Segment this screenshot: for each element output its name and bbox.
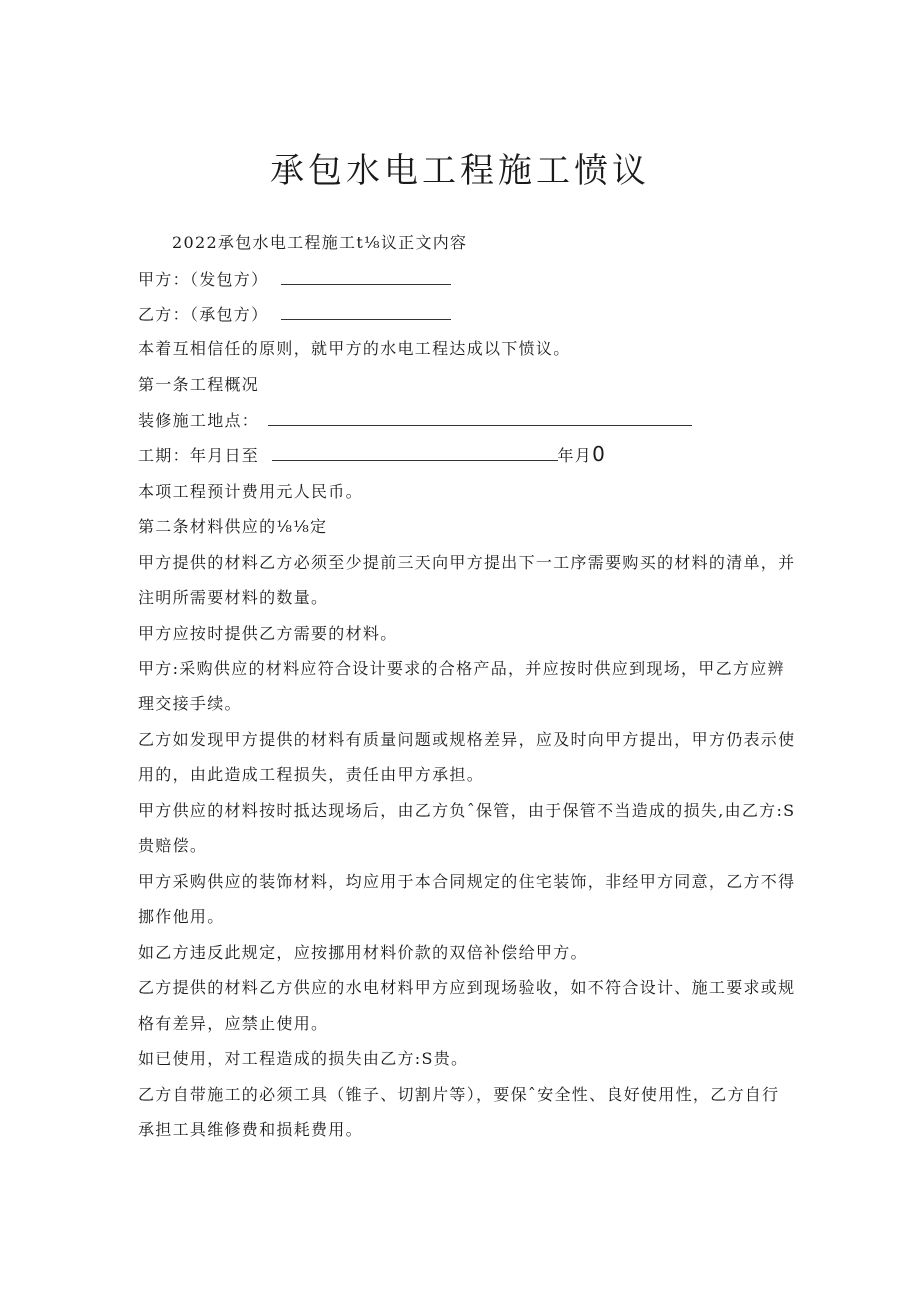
paragraph-10-line-2: 承担工具维修费和损耗费用。 (138, 1120, 363, 1139)
party-a-label: 甲方：（发包方） (138, 270, 269, 289)
party-a-blank (281, 268, 451, 285)
paragraph-3-line-2: 理交接手续。 (138, 694, 242, 713)
paragraph-1-line-2: 注明所需要材料的数量。 (138, 588, 329, 607)
subtitle: 2022承包水电工程施工t⅛议正文内容 (172, 233, 468, 252)
paragraph-8-line-2: 格有差异，应禁止使用。 (138, 1014, 329, 1033)
paragraph-7: 如乙方违反此规定，应按挪用材料价款的双倍补偿给甲方。 (138, 943, 588, 962)
paragraph-5-line-2: 贵赔偿。 (138, 836, 208, 855)
article-1-heading: 第一条工程概况 (138, 375, 260, 394)
paragraph-4-line-2: 用的，由此造成工程损失，责任由甲方承担。 (138, 765, 485, 784)
period-label: 工期：年月日至 (138, 446, 260, 465)
party-b-label: 乙方：（承包方） (138, 305, 269, 324)
paragraph-4-line-1: 乙方如发现甲方提供的材料有质量问题或规格差异，应及时向甲方提出，甲方仍表示使 (138, 730, 796, 749)
intro-text: 本着互相信任的原则，就甲方的水电工程达成以下愤议。 (138, 339, 571, 358)
cost-text: 本项工程预计费用元人民币。 (138, 482, 363, 501)
paragraph-2: 甲方应按时提供乙方需要的材料。 (138, 624, 398, 643)
location-label: 装修施工地点： (138, 411, 260, 430)
paragraph-6-line-1: 甲方采购供应的装饰材料，均应用于本合同规定的住宅装饰，非经甲方同意，乙方不得 (138, 872, 796, 891)
page-title: 承包水电工程施工愤议 (270, 151, 650, 191)
paragraph-3-line-1: 甲方:采购供应的材料应符合设计要求的合格产品，并应按时供应到现场，甲乙方应辨 (138, 659, 785, 678)
party-b-blank (281, 303, 451, 320)
party-a-line (138, 268, 451, 291)
paragraph-6-line-2: 挪作他用。 (138, 907, 225, 926)
paragraph-8-line-1: 乙方提供的材料乙方供应的水电材料甲方应到现场验收，如不符合设计、施工要求或规 (138, 978, 796, 997)
period-zero: 0 (592, 442, 607, 466)
period-line (138, 443, 606, 467)
period-end: 年月 (557, 446, 593, 465)
period-blank (272, 444, 558, 461)
paragraph-1-line-1: 甲方提供的材料乙方必须至少提前三天向甲方提出下一工序需要购买的材料的清单，并 (138, 553, 796, 572)
article-2-heading: 第二条材料供应的⅛⅛定 (138, 517, 328, 536)
location-blank (268, 409, 692, 426)
location-line (138, 409, 692, 432)
paragraph-5-line-1: 甲方供应的材料按时抵达现场后，由乙方负ˆ保管，由于保管不当造成的损失,由乙方:S (138, 801, 796, 820)
paragraph-9: 如已使用，对工程造成的损失由乙方:S贵。 (138, 1049, 469, 1068)
paragraph-10-line-1: 乙方自带施工的必须工具（锥子、切割片等），要保ˆ安全性、良好使用性，乙方自行 (138, 1085, 780, 1104)
party-b-line (138, 303, 451, 326)
